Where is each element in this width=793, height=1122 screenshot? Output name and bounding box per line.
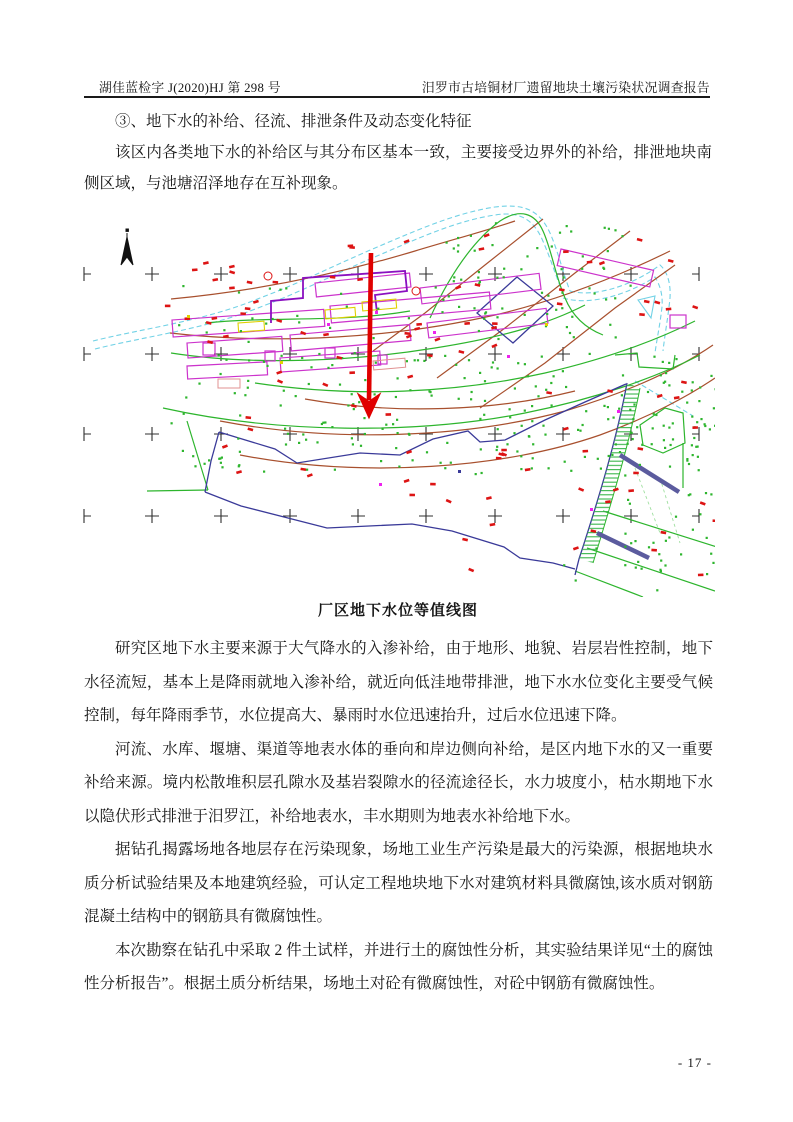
map-figure xyxy=(75,203,715,597)
header-rule xyxy=(84,96,710,98)
body-paragraphs xyxy=(84,632,713,1001)
page-header xyxy=(84,77,710,96)
paragraph-sampling: 本次勘察在钻孔中采取 2 件土试样，并进行土的腐蚀性分析，其实验结果详见“土的腐蚀性分析报告”。根据土质分析结果，场地土对砼有微腐蚀性，对砼中钢筋有微腐蚀性。 xyxy=(84,941,713,992)
paragraph-rivers: 河流、水库、堰塘、渠道等地表水体的垂向和岸边侧向补给，是区内地下水的又一重要补给来源。境内松散堆积层孔隙水及基岩裂隙水的径流途径长，水力坡度小，枯水期地下水以隐伏形式排泄于汨罗江，补给地表水，丰水期则为地表水补给地下水。 xyxy=(84,740,713,825)
intro-paragraph: 该区内各类地下水的补给区与其分布区基本一致，主要接受边界外的补给，排泄地块南侧区域，与池塘沼泽地存在互补现象。 xyxy=(84,144,712,192)
building-wall-dark xyxy=(271,271,407,323)
intro-block xyxy=(84,106,712,199)
paragraph-pollution: 据钻孔揭露场地各地层存在污染现象，场地工业生产污染是最大的污染源，根据地块水质分析试验结果及本地建筑经验，可认定工程地块地下水对建筑材料具微腐蚀,该水质对钢筋混凝土结构中的钢筋具有微腐蚀性。 xyxy=(84,841,713,925)
site-boundary xyxy=(205,277,627,575)
paragraph-recharge: 研究区地下水主要来源于大气降水的入渗补给，由于地形、地貌、岩层岩性控制，地下水径流短，基本上是降雨就地入渗补给，就近向低洼地带排泄，地下水水位变化主要受气候控制，每年降雨季节，水位提高大、暴雨时水位迅速抬升，过后水位迅速下降。 xyxy=(84,640,713,724)
groundwater-contour-map xyxy=(75,203,715,597)
header-doc-number: 湖佳蓝检字 J(2020)HJ 第 298 号 xyxy=(99,81,281,95)
page-number: - 17 - xyxy=(677,1055,712,1070)
north-arrow-icon xyxy=(121,229,133,265)
header-report-title: 汨罗市古培铜材厂遗留地块土壤污染状况调查报告 xyxy=(421,81,710,95)
figure-caption: 厂区地下水位等值线图 xyxy=(317,603,478,619)
section-heading: ③、地下水的补给、径流、排泄条件及动态变化特征 xyxy=(115,113,472,130)
stream-lines xyxy=(93,206,693,416)
